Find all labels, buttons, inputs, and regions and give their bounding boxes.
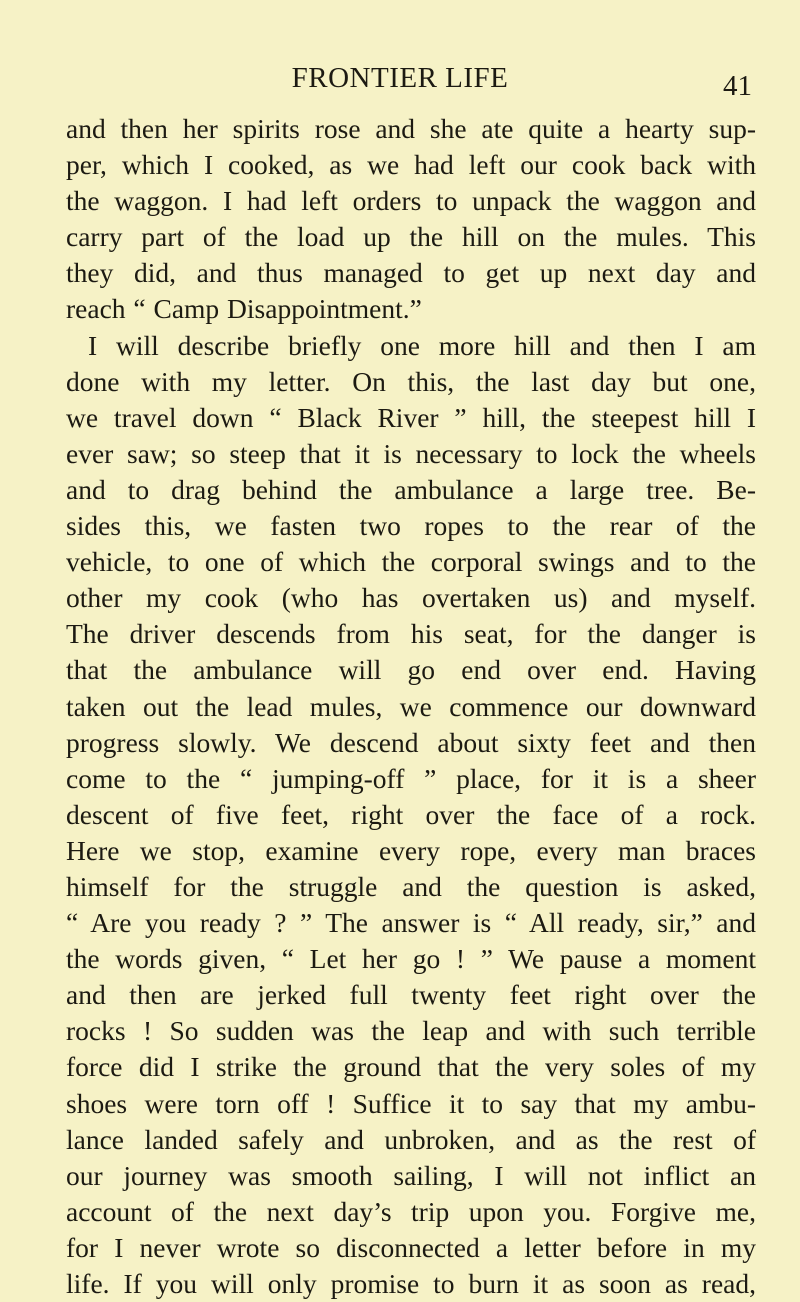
text-line: other my cook (who has overtaken us) and myself. <box>66 582 756 614</box>
text-line: they did, and thus managed to get up next day and <box>66 257 756 289</box>
text-line: we travel down “ Black River ” hill, the steepest hill I <box>66 401 756 433</box>
text-line: and then are jerked full twenty feet right over the <box>66 979 756 1011</box>
text-line: for I never wrote so disconnected a letter before in my <box>66 1231 756 1263</box>
text-line: reach “ Camp Disappointment.” <box>66 293 422 325</box>
text-line: shoes were torn off ! Suffice it to say that my ambu- <box>66 1087 756 1119</box>
text-line: descent of five feet, right over the face of a rock. <box>66 798 756 830</box>
text-line: “ Are you ready ? ” The answer is “ All ready, sir,” and <box>66 907 756 939</box>
text-line: come to the “ jumping-off ” place, for it is a sheer <box>66 762 756 794</box>
text-line: that the ambulance will go end over end. Having <box>66 654 756 686</box>
text-line: our journey was smooth sailing, I will not inflict an <box>66 1159 756 1191</box>
text-line: lance landed safely and unbroken, and as the rest of <box>66 1123 756 1155</box>
text-line: force did I strike the ground that the very soles of my <box>66 1051 756 1083</box>
text-line: done with my letter. On this, the last day but one, <box>66 365 756 397</box>
text-line: and then her spirits rose and she ate quite a hearty sup- <box>66 113 756 144</box>
text-line: per, which I cooked, as we had left our cook back with <box>66 149 756 181</box>
running-title: FRONTIER LIFE <box>291 62 509 94</box>
text-line: I will describe briefly one more hill and then I am <box>88 329 756 361</box>
text-line: The driver descends from his seat, for the danger is <box>66 618 756 650</box>
text-line: Here we stop, examine every rope, every man braces <box>66 834 756 866</box>
body-text <box>66 111 756 1302</box>
text-line: life. If you will only promise to burn it as soon as read, <box>66 1268 756 1299</box>
text-line: sides this, we fasten two ropes to the rear of the <box>66 510 756 542</box>
text-line: rocks ! So sudden was the leap and with such terrible <box>66 1015 756 1047</box>
text-line: vehicle, to one of which the corporal swings and to the <box>66 546 756 578</box>
text-line: carry part of the load up the hill on the mules. This <box>66 221 756 253</box>
text-line: progress slowly. We descend about sixty feet and then <box>66 726 756 758</box>
text-line: the words given, “ Let her go ! ” We pause a moment <box>66 943 756 975</box>
page-number: 41 <box>723 70 752 102</box>
text-line: ever saw; so steep that it is necessary to lock the wheels <box>66 437 756 469</box>
text-line: account of the next day’s trip upon you. Forgive me, <box>66 1195 756 1227</box>
text-line: the waggon. I had left orders to unpack the waggon and <box>66 185 756 217</box>
text-line: taken out the lead mules, we commence our downward <box>66 690 756 722</box>
running-header <box>0 62 800 102</box>
text-line: himself for the struggle and the question is asked, <box>66 870 756 902</box>
text-line: and to drag behind the ambulance a large tree. Be- <box>66 473 756 505</box>
